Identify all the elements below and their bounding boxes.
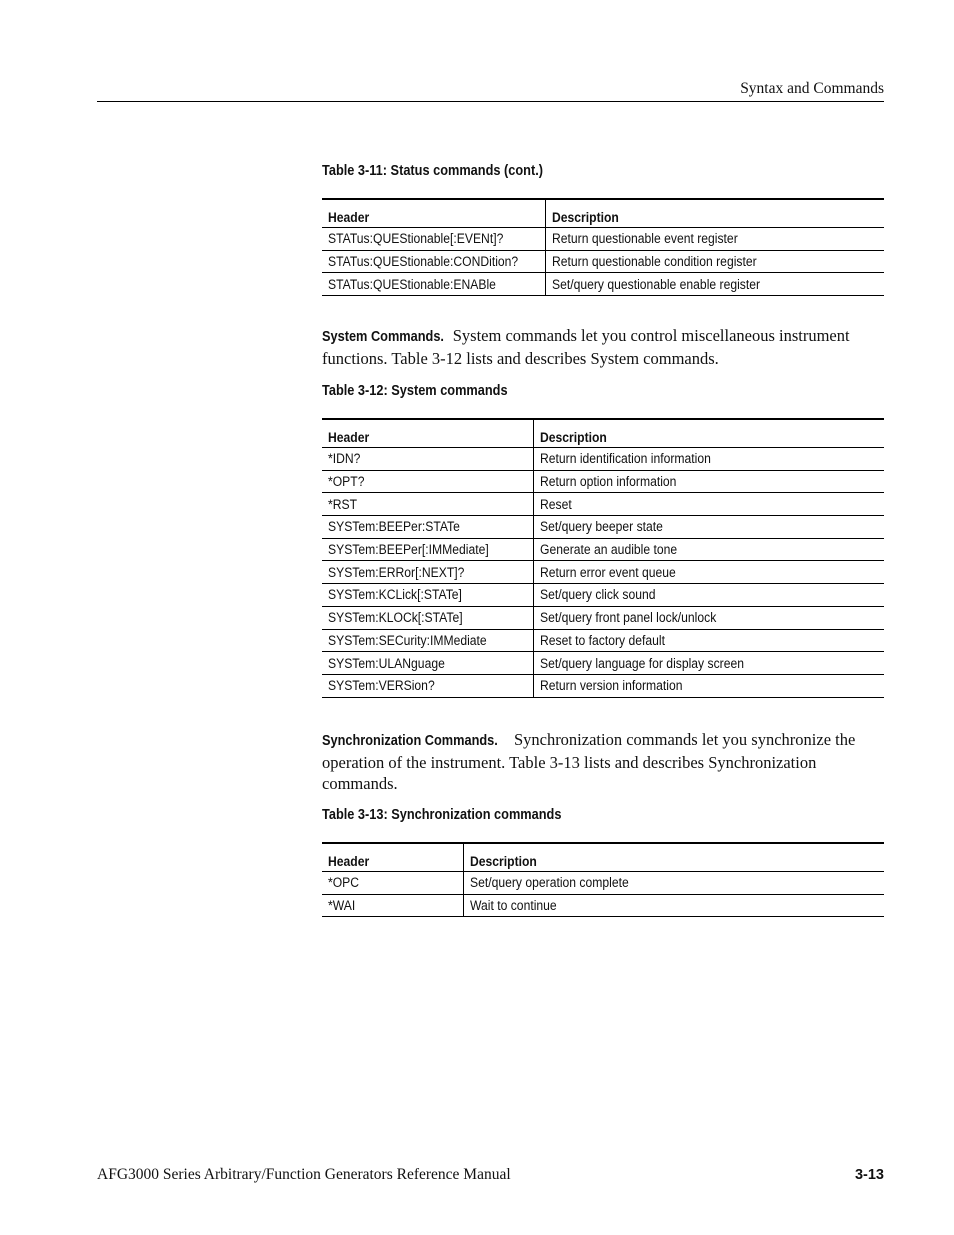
table-3-13-caption: Table 3-13: Synchronization commands (322, 807, 562, 823)
table-row (322, 894, 884, 917)
command-header-text: SYSTem:KLOCk[:STATe] (328, 610, 463, 626)
command-description-cell (533, 606, 884, 629)
command-header-cell (322, 538, 533, 561)
footer-page-number: 3-13 (854, 1167, 884, 1183)
command-header-text: SYSTem:ULANguage (328, 655, 445, 671)
command-header-cell (322, 273, 546, 296)
command-description-cell (533, 674, 884, 697)
column-header-header (322, 843, 463, 872)
command-description-cell (533, 584, 884, 607)
table-row (322, 448, 884, 471)
column-header-description (463, 843, 884, 872)
column-header-label: Description (539, 430, 607, 445)
command-header-text: SYSTem:ERRor[:NEXT]? (328, 564, 465, 580)
command-description-text: Return questionable event register (552, 231, 739, 247)
command-description-text: Set/query beeper state (539, 519, 663, 535)
command-header-cell (322, 584, 533, 607)
command-header-text: SYSTem:BEEPer[:IMMediate] (328, 542, 489, 558)
running-header: Syntax and Commands (740, 80, 884, 97)
table-row (322, 629, 884, 652)
command-header-cell (322, 872, 463, 895)
command-header-text: SYSTem:BEEPer:STATe (328, 519, 460, 535)
command-description-cell (533, 561, 884, 584)
table-row (322, 652, 884, 675)
column-header-label: Header (328, 854, 370, 869)
command-description-text: Reset (539, 496, 572, 512)
table-header-row (322, 199, 884, 228)
system-commands-paragraph (322, 325, 884, 369)
table-row (322, 606, 884, 629)
system-commands-heading: System Commands. (322, 329, 444, 345)
system-commands-text: System commands let you control miscellaneous instrument functions. Table 3-12 lists and describes System commands. (322, 326, 850, 368)
command-description-cell (546, 273, 884, 296)
command-header-cell (322, 470, 533, 493)
command-header-cell (322, 250, 546, 273)
table-row (322, 561, 884, 584)
table-row (322, 228, 884, 251)
table-3-13 (322, 842, 884, 917)
table-3-12 (322, 418, 884, 698)
command-header-text: STATus:QUEStionable:ENABle (328, 276, 496, 292)
command-description-text: Set/query operation complete (469, 875, 629, 891)
command-header-text: SYSTem:SECurity:IMMediate (328, 632, 487, 648)
command-description-cell (546, 228, 884, 251)
command-header-cell (322, 606, 533, 629)
command-header-text: *OPT? (328, 474, 365, 490)
command-description-text: Wait to continue (469, 898, 557, 914)
command-description-text: Return questionable condition register (552, 254, 757, 270)
column-header-description (546, 199, 884, 228)
command-description-text: Return error event queue (539, 564, 676, 580)
column-header-header (322, 199, 546, 228)
command-description-text: Set/query questionable enable register (552, 276, 761, 292)
command-description-cell (533, 516, 884, 539)
table-row (322, 584, 884, 607)
footer-manual-title: AFG3000 Series Arbitrary/Function Generators Reference Manual (97, 1166, 511, 1183)
table-3-12-caption: Table 3-12: System commands (322, 383, 508, 399)
command-description-text: Set/query language for display screen (539, 655, 744, 671)
command-description-cell (533, 629, 884, 652)
column-header-header (322, 419, 533, 448)
command-header-text: *WAI (328, 898, 356, 914)
synchronization-commands-heading: Synchronization Commands. (322, 733, 498, 749)
command-header-text: *OPC (328, 875, 360, 891)
table-header-row (322, 419, 884, 448)
table-header-row (322, 843, 884, 872)
command-header-cell (322, 448, 533, 471)
header-rule (97, 101, 884, 102)
column-header-description (533, 419, 884, 448)
command-description-text: Return version information (539, 678, 682, 694)
command-header-text: SYSTem:KCLick[:STATe] (328, 587, 462, 603)
command-description-text: Return option information (539, 474, 676, 490)
command-header-cell (322, 493, 533, 516)
synchronization-commands-text: Synchronization commands let you synchronize the operation of the instrument. Table 3-13 lists and describes Synchronization commands. (322, 730, 856, 793)
table-row (322, 538, 884, 561)
table-row (322, 250, 884, 273)
command-header-text: SYSTem:VERSion? (328, 678, 435, 694)
command-header-cell (322, 561, 533, 584)
command-header-text: *RST (328, 496, 358, 512)
table-3-11-caption: Table 3-11: Status commands (cont.) (322, 163, 543, 179)
table-row (322, 516, 884, 539)
command-description-text: Set/query front panel lock/unlock (539, 610, 716, 626)
command-description-text: Return identification information (539, 451, 711, 467)
column-header-label: Description (469, 854, 537, 869)
command-description-cell (533, 448, 884, 471)
command-description-text: Set/query click sound (539, 587, 655, 603)
command-description-cell (533, 470, 884, 493)
command-description-cell (546, 250, 884, 273)
table-row (322, 872, 884, 895)
command-header-cell (322, 516, 533, 539)
table-row (322, 493, 884, 516)
column-header-label: Header (328, 430, 370, 445)
command-header-text: STATus:QUEStionable:CONDition? (328, 254, 519, 270)
command-description-cell (533, 493, 884, 516)
column-header-label: Header (328, 210, 370, 225)
command-header-cell (322, 629, 533, 652)
table-row (322, 273, 884, 296)
column-header-label: Description (552, 210, 620, 225)
command-header-text: *IDN? (328, 451, 361, 467)
command-header-cell (322, 674, 533, 697)
command-header-cell (322, 894, 463, 917)
synchronization-commands-paragraph (322, 729, 884, 794)
table-3-11 (322, 198, 884, 296)
table-row (322, 674, 884, 697)
command-description-cell (533, 652, 884, 675)
command-description-text: Generate an audible tone (539, 542, 677, 558)
command-header-cell (322, 228, 546, 251)
command-header-cell (322, 652, 533, 675)
table-row (322, 470, 884, 493)
command-header-text: STATus:QUEStionable[:EVENt]? (328, 231, 504, 247)
command-description-cell (533, 538, 884, 561)
command-description-cell (463, 894, 884, 917)
command-description-cell (463, 872, 884, 895)
command-description-text: Reset to factory default (539, 632, 665, 648)
